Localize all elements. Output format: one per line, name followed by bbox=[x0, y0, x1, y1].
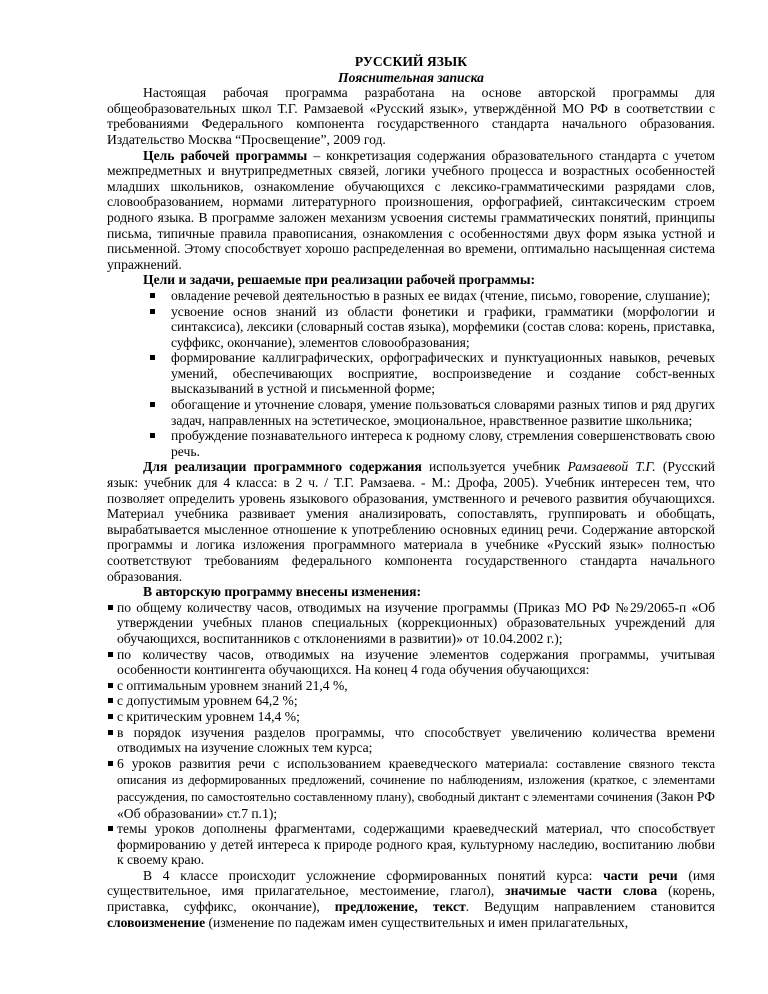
final-text-1: В 4 классе происходит усложнение сформированных понятий курса: bbox=[143, 867, 604, 883]
term-inflection: словоизменение bbox=[107, 914, 206, 930]
goal-paragraph bbox=[107, 148, 715, 273]
intro-paragraph: Настоящая рабочая программа разработана на основе авторской программы для общеобразовательных школ Т.Г. Рамзаевой «Русский язык», утверждённой МО РФ в соответствии с требованиями Федерального компонента государственного стандарта начального образования. Издательство Москва “Просвещение”, 2009 год. bbox=[107, 85, 715, 147]
implementation-text-1: используется учебник bbox=[421, 459, 568, 475]
implementation-paragraph bbox=[107, 459, 715, 584]
list-item: по количеству часов, отводимых на изучение элементов содержания программы, учитывая особенности контингента обучающихся. На конец 4 года обучения обучающихся: bbox=[117, 646, 715, 678]
goal-text: – конкретизация содержания образовательного стандарта с учетом межпредметных и внутрипредметных связей, логики учебного процесса и возрастных особенностей младших школьников, ознакомление обучающихся с лексико-грамматическими разрядами слов, словообразованием, нормами литературного произношения, орфографией, синтаксическим строем родного языка. В программе заложен механизм усвоения системы грамматических понятий, принципы письма, типичные правила правописания, ознакомления с особенностями двух форм языка устной и письменной. Этому способствует хорошо распределенная во времени, оптимально насыщенная система упражнений. bbox=[107, 147, 715, 272]
goal-label: Цель рабочей программы bbox=[143, 147, 308, 163]
term-sentence-text: предложение, текст bbox=[334, 899, 466, 915]
term-word-parts: значимые части слова bbox=[505, 883, 658, 899]
implementation-text-2: (Русский язык: учебник для 4 класса: в 2 ч. / Т.Г. Рамзаева. - М.: Дрофа, 2005). Учебник интересен тем, что позволяет определить уровень языкового образования, умственного и речевого развития обучающихся. Материал учебника развивает умения анализировать, сопоставлять, группировать и обобщать, вырабатывается мысленное отношение к употреблению основных единиц речи. Содержание авторской программы и логика изложения программного материала в учебнике «Русский язык» полностью соответствуют требованиям федерального компонента государственного стандарта начального образования. bbox=[107, 459, 715, 584]
final-text-5: (изменение по падежам имен существительных и имен прилагательных, bbox=[205, 914, 629, 930]
final-text-4: . Ведущим направлением становится bbox=[465, 899, 715, 915]
final-paragraph bbox=[107, 868, 715, 930]
term-parts-of-speech: части речи bbox=[603, 867, 678, 883]
list-item: темы уроков дополнены фрагментами, содержащими краеведческий материал, что способствует формированию у детей интереса к природе родного края, культурному наследию, воспитанию любви к своему краю. bbox=[117, 821, 715, 868]
list-item: формирование каллиграфических, орфографических и пунктуационных навыков, речевых умений, обеспечивающих восприятие, воспроизведение и создание собст-венных высказываний в устной и письменной форме; bbox=[171, 350, 715, 397]
textbook-author: Рамзаевой Т.Г. bbox=[567, 459, 656, 475]
speech-lessons-detail: составление связного текста описания из деформированных предложений, сочинение по наблюдениям, изложения (краткое, с элементами рассуждения, по самостоятельно составленному плану), свободный диктант с элементами сочинения bbox=[117, 756, 715, 804]
list-item: усвоение основ знаний из области фонетики и графики, грамматики (морфологии и синтаксиса), лексики (словарный состав языка), морфемики (состав слова: корень, приставка, суффикс, окончание), элементов словообразования; bbox=[171, 303, 716, 350]
list-item: обогащение и уточнение словаря, умение пользоваться словарями разных типов и ряд других задач, направленных на эстетическое, эмоциональное, нравственное развитие школьника; bbox=[171, 397, 715, 428]
changes-heading: В авторскую программу внесены изменения: bbox=[143, 584, 422, 600]
list-item: с допустимым уровнем 64,2 %; bbox=[117, 693, 715, 709]
final-text-2: (имя существительное, имя прилагательное, местоимение, глагол), bbox=[107, 867, 715, 899]
list-item: с критическим уровнем 14,4 %; bbox=[117, 709, 715, 725]
list-item: в порядок изучения разделов программы, что способствует увеличению количества времени отводимых на изучение сложных тем курса; bbox=[117, 724, 715, 756]
list-item: пробуждение познавательного интереса к родному слову, стремления совершенствовать свою речь. bbox=[171, 428, 715, 459]
document-title: РУССКИЙ ЯЗЫК bbox=[354, 54, 468, 69]
document-subtitle: Пояснительная записка bbox=[338, 69, 484, 85]
speech-lessons-text: 6 уроков развития речи с использованием краеведческого материала: bbox=[117, 755, 557, 771]
final-text-3: (корень, приставка, суффикс, окончание), bbox=[107, 883, 716, 915]
implementation-label: Для реализации программного содержания bbox=[143, 459, 422, 475]
goals-heading: Цели и задачи, решаемые при реализации рабочей программы: bbox=[143, 272, 536, 288]
speech-lessons-law: (Закон РФ «Об образовании» ст.7 п.1); bbox=[117, 788, 715, 821]
changes-list bbox=[107, 600, 715, 868]
goals-list bbox=[107, 288, 715, 460]
list-item bbox=[117, 756, 715, 821]
list-item: овладение речевой деятельностью в разных ее видах (чтение, письмо, говорение, слушание); bbox=[171, 288, 715, 304]
list-item: с оптимальным уровнем знаний 21,4 %, bbox=[117, 678, 715, 694]
list-item: по общему количеству часов, отводимых на изучение программы (Приказ МО РФ №29/2065-п «Об утверждении учебных планов специальных (коррекционных) образовательных учреждений для обучающихся, воспитанников с отклонениями в развитии)» от 10.04.2002 г.); bbox=[117, 599, 715, 646]
